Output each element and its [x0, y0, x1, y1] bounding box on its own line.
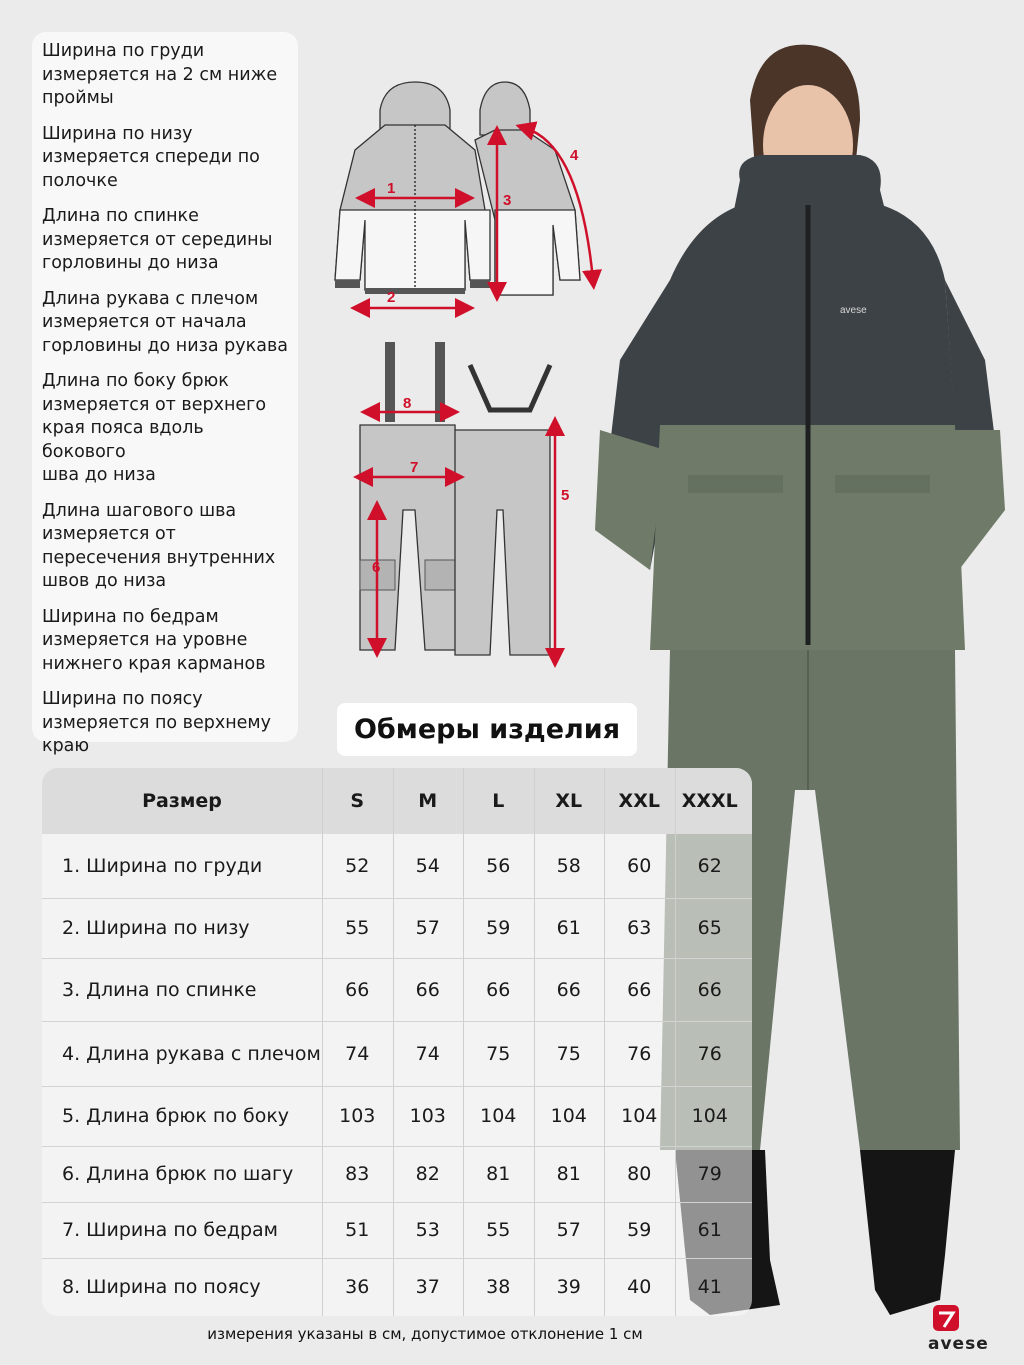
row-value-cell: 79 [697, 1163, 722, 1185]
row-value-cell: 59 [486, 917, 511, 939]
row-measurement-name: 5. Длина брюк по боку [62, 1105, 290, 1127]
row-value-cell: 103 [409, 1105, 446, 1127]
table-row [42, 1258, 752, 1316]
row-value-cell: 80 [627, 1163, 652, 1185]
table-row [42, 1021, 752, 1086]
diagram-label-7: 7 [410, 459, 419, 476]
row-measurement-name: 6. Длина брюк по шагу [62, 1163, 294, 1185]
row-value-cell: 55 [486, 1219, 511, 1241]
pocket-left [688, 475, 783, 493]
row-value-cell: 36 [345, 1276, 370, 1298]
row-value-cell: 66 [697, 978, 722, 1001]
row-value-cell: 66 [486, 978, 511, 1001]
jacket-front-diagram [335, 82, 490, 294]
row-value-cell: 76 [627, 1042, 652, 1065]
row-value-cell: 76 [697, 1042, 722, 1065]
diagram-label-1: 1 [387, 180, 396, 197]
row-value-cell: 66 [627, 978, 652, 1001]
diagram-label-5: 5 [561, 487, 570, 504]
table-row [42, 1086, 752, 1146]
row-value-cell: 61 [556, 917, 581, 939]
row-value-cell: 56 [486, 855, 511, 877]
diagram-label-3: 3 [503, 192, 512, 209]
row-value-cell: 104 [550, 1105, 587, 1127]
row-value-cell: 60 [627, 855, 652, 877]
row-value-cell: 53 [415, 1219, 440, 1241]
boot-right [860, 1150, 955, 1315]
note-side-length: Длина по боку брюк измеряется от верхнего края пояса вдоль бокового шва до низа [42, 371, 267, 485]
row-value-cell: 66 [415, 978, 440, 1001]
row-value-cell: 75 [486, 1042, 511, 1065]
row-value-cell: 41 [697, 1276, 722, 1298]
measurement-diagrams [325, 80, 625, 670]
row-value-cell: 37 [415, 1276, 440, 1298]
table-row [42, 958, 752, 1021]
table-row [42, 1146, 752, 1202]
row-value-cell: 62 [697, 855, 722, 877]
note-waist-width: Ширина по поясу измеряется по верхнему краю [42, 689, 271, 756]
diagram-label-4: 4 [570, 147, 579, 164]
size-chart-title: Обмеры изделия [337, 703, 637, 756]
note-bottom-width: Ширина по низу измеряется спереди по полочке [42, 123, 260, 191]
diagram-label-6: 6 [372, 559, 381, 576]
row-measurement-name: 8. Ширина по поясу [62, 1276, 261, 1298]
pants-front-diagram [360, 342, 460, 650]
row-value-cell: 66 [556, 978, 581, 1001]
header-size: Размер [142, 790, 222, 812]
note-inseam-length: Длина шагового шва измеряется от пересечения внутренних швов до низа [42, 500, 276, 591]
row-value-cell: 54 [415, 855, 440, 877]
row-value-cell: 66 [345, 978, 370, 1001]
diagram-label-2: 2 [387, 289, 396, 306]
row-measurement-name: 4. Длина рукава с плечом [62, 1042, 321, 1065]
table-row [42, 834, 752, 898]
note-back-length: Длина по спинке измеряется от середины горловины до низа [42, 206, 273, 273]
header-xl: XL [555, 790, 583, 812]
row-measurement-name: 7. Ширина по бедрам [62, 1219, 279, 1241]
row-value-cell: 40 [627, 1276, 652, 1298]
row-value-cell: 104 [621, 1105, 658, 1127]
row-measurement-name: 2. Ширина по низу [62, 917, 250, 939]
header-s: S [350, 790, 365, 812]
row-value-cell: 74 [415, 1042, 440, 1065]
row-value-cell: 103 [339, 1105, 376, 1127]
row-value-cell: 57 [556, 1219, 581, 1241]
row-value-cell: 61 [697, 1219, 722, 1241]
pants-back-diagram [455, 365, 550, 655]
row-value-cell: 59 [627, 1219, 652, 1241]
measurement-notes-panel [32, 32, 298, 756]
row-value-cell: 55 [345, 917, 370, 939]
table-row [42, 1202, 752, 1258]
measurement-footnote: измерения указаны в см, допустимое отклонение 1 см [207, 1325, 643, 1343]
header-m: M [418, 790, 438, 812]
row-value-cell: 63 [627, 917, 652, 939]
row-value-cell: 81 [556, 1163, 581, 1185]
header-xxxl: XXXL [681, 790, 738, 812]
row-value-cell: 57 [415, 917, 440, 939]
row-value-cell: 39 [556, 1276, 581, 1298]
row-value-cell: 104 [480, 1105, 517, 1127]
table-row [42, 898, 752, 958]
table-header-row [42, 768, 752, 834]
diagram-label-8: 8 [403, 395, 412, 412]
row-value-cell: 81 [486, 1163, 511, 1185]
row-value-cell: 51 [345, 1219, 370, 1241]
note-sleeve-length: Длина рукава с плечом измеряется от начала горловины до низа рукава [42, 288, 288, 356]
jacket-logo: avese [840, 305, 867, 316]
row-measurement-name: 1. Ширина по груди [62, 855, 263, 877]
size-table [42, 768, 752, 1316]
row-value-cell: 58 [556, 855, 581, 877]
row-value-cell: 82 [415, 1163, 440, 1185]
header-l: L [492, 790, 505, 812]
note-chest-width: Ширина по груди измеряется на 2 см ниже проймы [42, 41, 278, 108]
header-xxl: XXL [618, 790, 660, 812]
pocket-right [835, 475, 930, 493]
row-value-cell: 74 [345, 1042, 370, 1065]
row-value-cell: 83 [345, 1163, 370, 1185]
row-value-cell: 65 [697, 917, 722, 939]
note-hip-width: Ширина по бедрам измеряется на уровне нижнего края карманов [42, 606, 266, 674]
brand-name: avese [928, 1334, 989, 1354]
row-measurement-name: 3. Длина по спинке [62, 978, 257, 1001]
row-value-cell: 75 [556, 1042, 581, 1065]
row-value-cell: 52 [345, 855, 370, 877]
row-value-cell: 104 [691, 1105, 728, 1127]
row-value-cell: 38 [486, 1276, 511, 1298]
jacket-back-diagram [475, 82, 580, 295]
